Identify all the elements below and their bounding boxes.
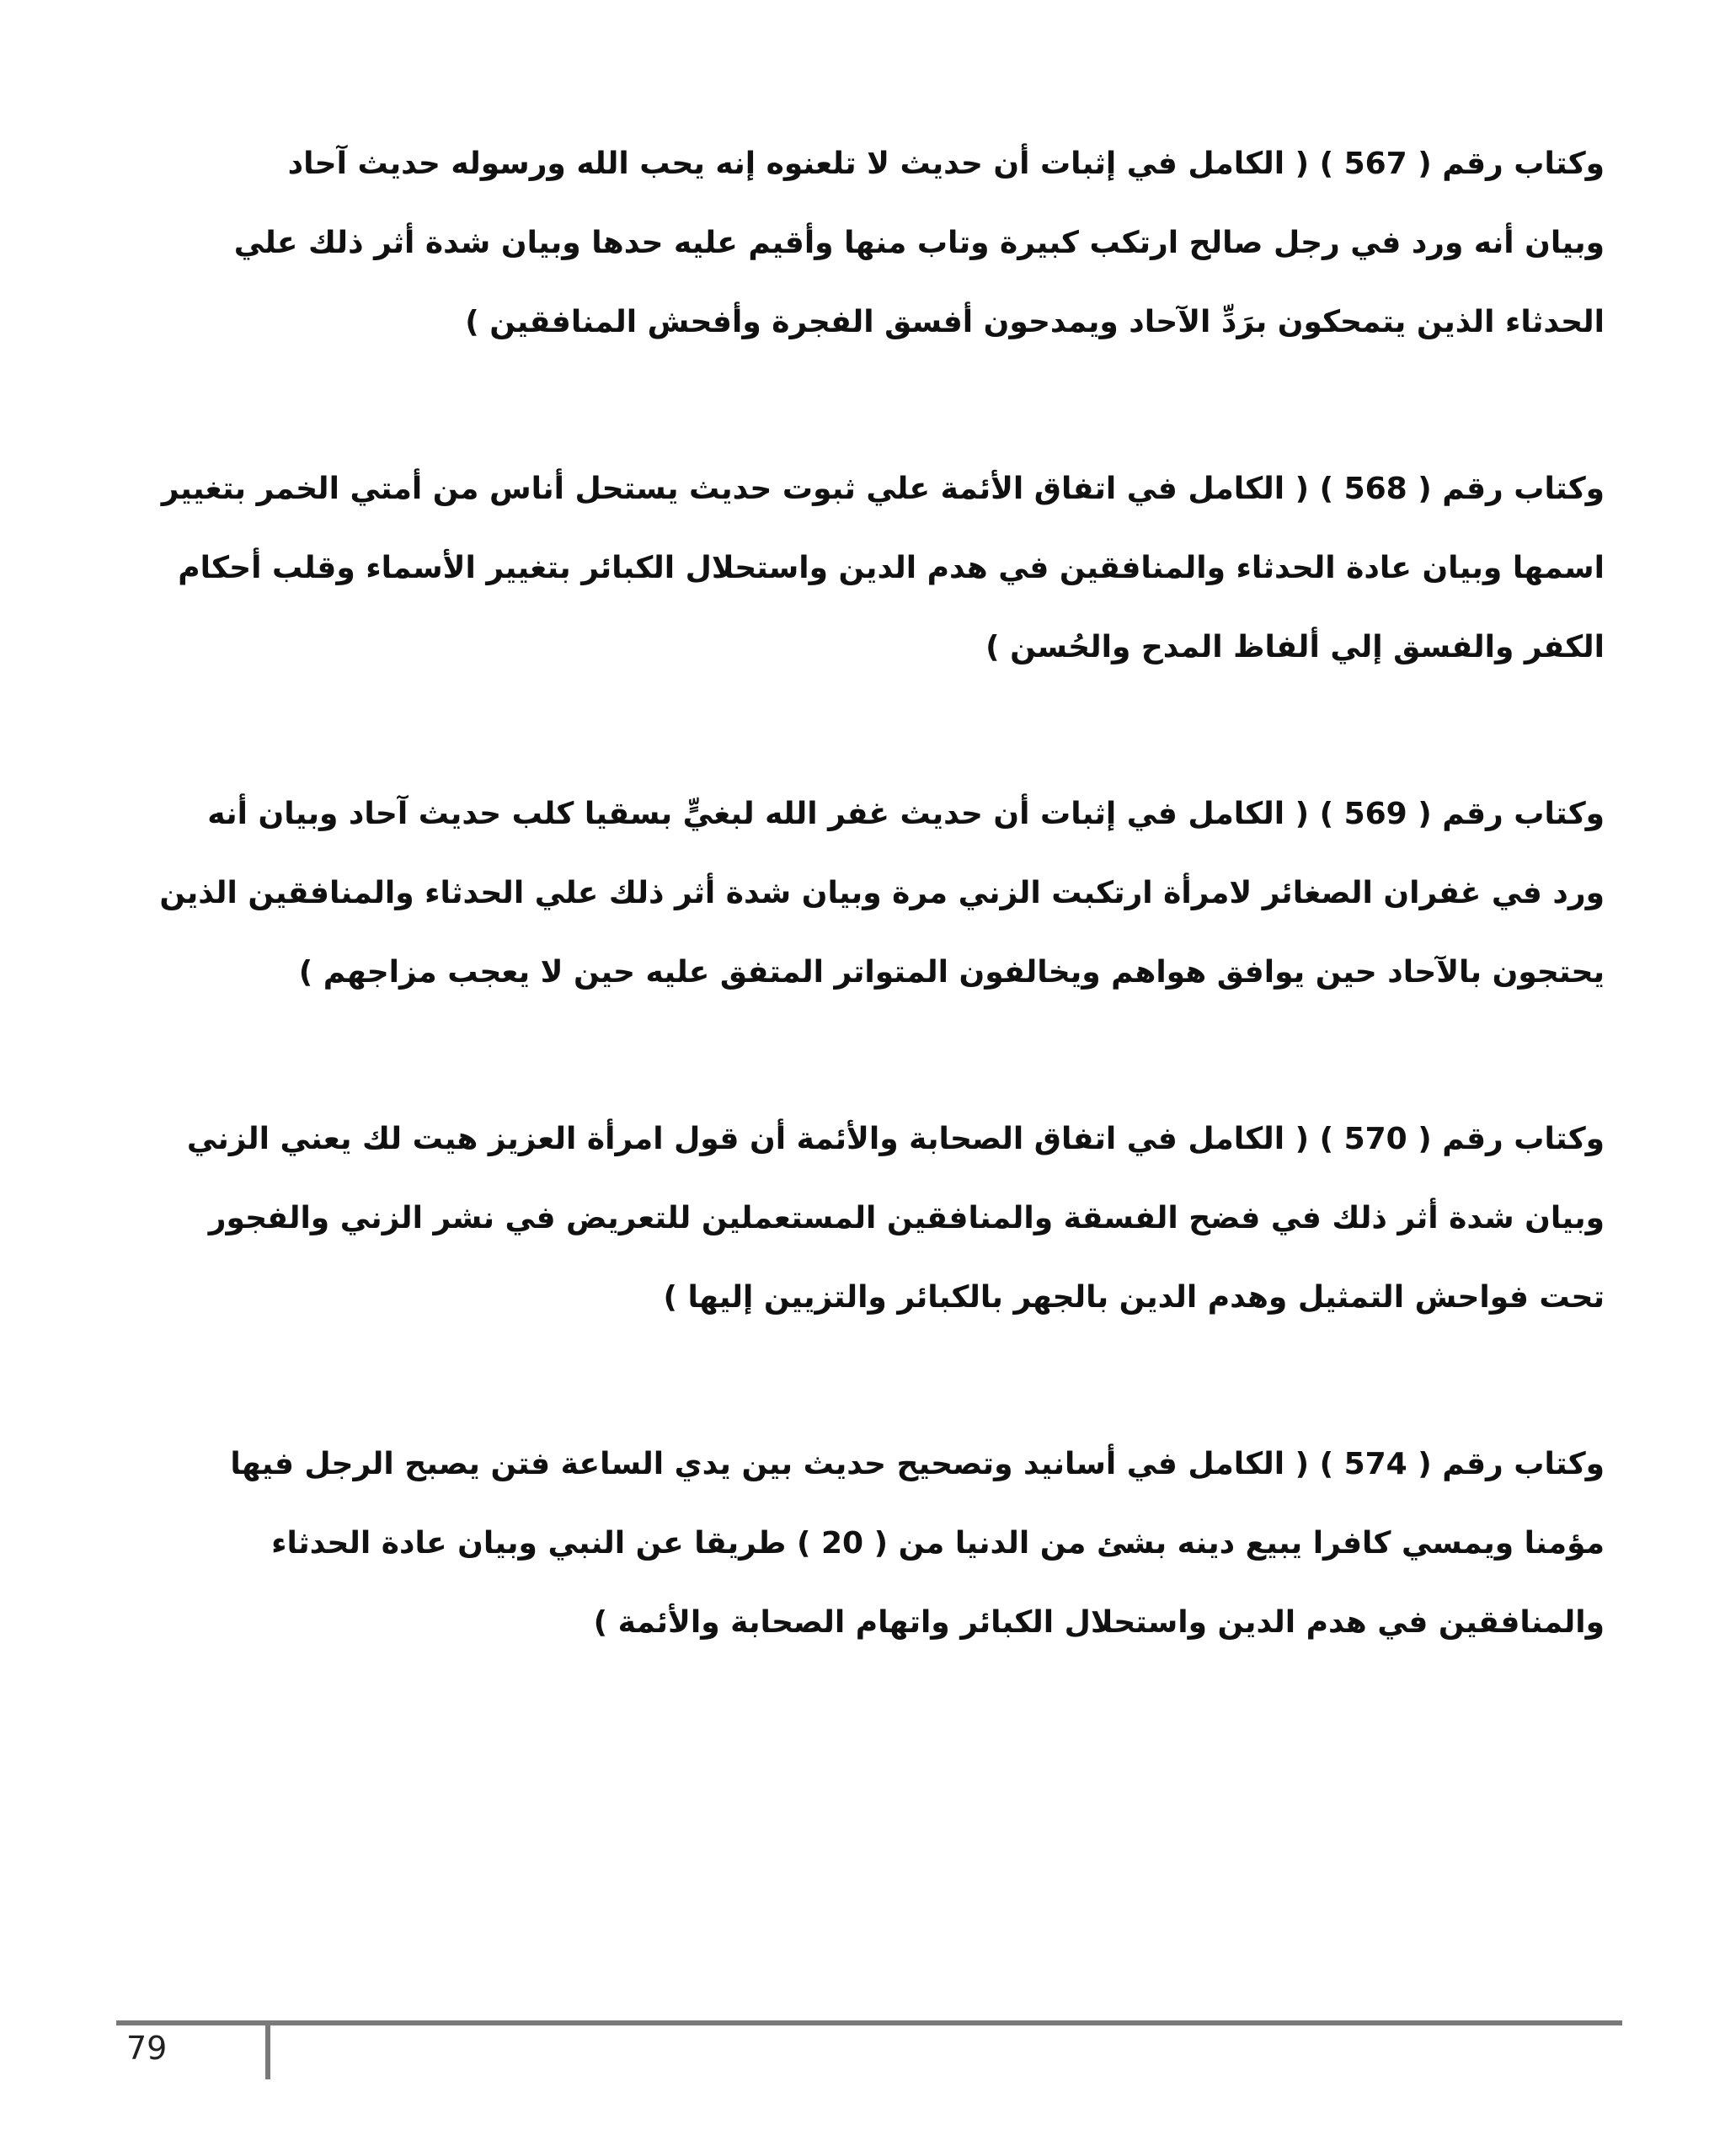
entry-line: وكتاب رقم ( 569 ) ( الكامل في إثبات أن حديث غفر الله لبغيٍّ بسقيا كلب حديث آحاد وبيان أنه <box>207 797 1605 831</box>
footer-divider <box>116 2020 1622 2025</box>
page-number: 79 <box>126 2030 168 2067</box>
entry-line: ورد في غفران الصغائر لامرأة ارتكبت الزني مرة وبيان شدة أثر ذلك علي الحدثاء والمنافقين الذين <box>159 876 1605 910</box>
book-entry-574 <box>126 1425 1605 1662</box>
entry-line: وكتاب رقم ( 567 ) ( الكامل في إثبات أن حديث لا تلعنوه إنه يحب الله ورسوله حديث آحاد <box>287 147 1605 181</box>
entry-line: يحتجون بالآحاد حين يوافق هواهم ويخالفون المتواتر المتفق عليه حين لا يعجب مزاجهم ) <box>298 955 1605 990</box>
entry-line: وكتاب رقم ( 570 ) ( الكامل في اتفاق الصحابة والأئمة أن قول امرأة العزيز هيت لك يعني الزني <box>186 1122 1605 1156</box>
book-entry-567 <box>126 125 1605 362</box>
entry-line: وكتاب رقم ( 574 ) ( الكامل في أسانيد وتصحيح حديث بين يدي الساعة فتن يصبح الرجل فيها <box>230 1447 1605 1481</box>
entry-line: وكتاب رقم ( 568 ) ( الكامل في اتفاق الأئمة علي ثبوت حديث يستحل أناس من أمتي الخمر بتغيير <box>161 472 1605 506</box>
entry-line: مؤمنا ويمسي كافرا يبيع دينه بشئ من الدنيا من ( 20 ) طريقا عن النبي وبيان عادة الحدثاء <box>271 1526 1605 1561</box>
footer-divider-tick <box>265 2025 270 2079</box>
book-entry-569 <box>126 775 1605 1012</box>
entry-line: والمنافقين في هدم الدين واستحلال الكبائر واتهام الصحابة والأئمة ) <box>593 1605 1605 1640</box>
entry-line: وبيان أنه ورد في رجل صالح ارتكب كبيرة وتاب منها وأقيم عليه حدها وبيان شدة أثر ذلك علي <box>233 226 1605 260</box>
book-entry-570 <box>126 1100 1605 1337</box>
entry-line: اسمها وبيان عادة الحدثاء والمنافقين في هدم الدين واستحلال الكبائر بتغيير الأسماء وقلب أحكام <box>178 551 1605 585</box>
book-entry-568 <box>126 450 1605 687</box>
entry-line: الحدثاء الذين يتمحكون برَدِّ الآحاد ويمدحون أفسق الفجرة وأفحش المنافقين ) <box>465 305 1605 339</box>
entry-line: وبيان شدة أثر ذلك في فضح الفسقة والمنافقين المستعملين للتعريض في نشر الزني والفجور <box>208 1201 1605 1235</box>
entry-line: تحت فواحش التمثيل وهدم الدين بالجهر بالكبائر والتزيين إليها ) <box>663 1280 1605 1315</box>
page-body <box>126 125 1605 1750</box>
entry-line: الكفر والفسق إلي ألفاظ المدح والحُسن ) <box>985 630 1605 664</box>
